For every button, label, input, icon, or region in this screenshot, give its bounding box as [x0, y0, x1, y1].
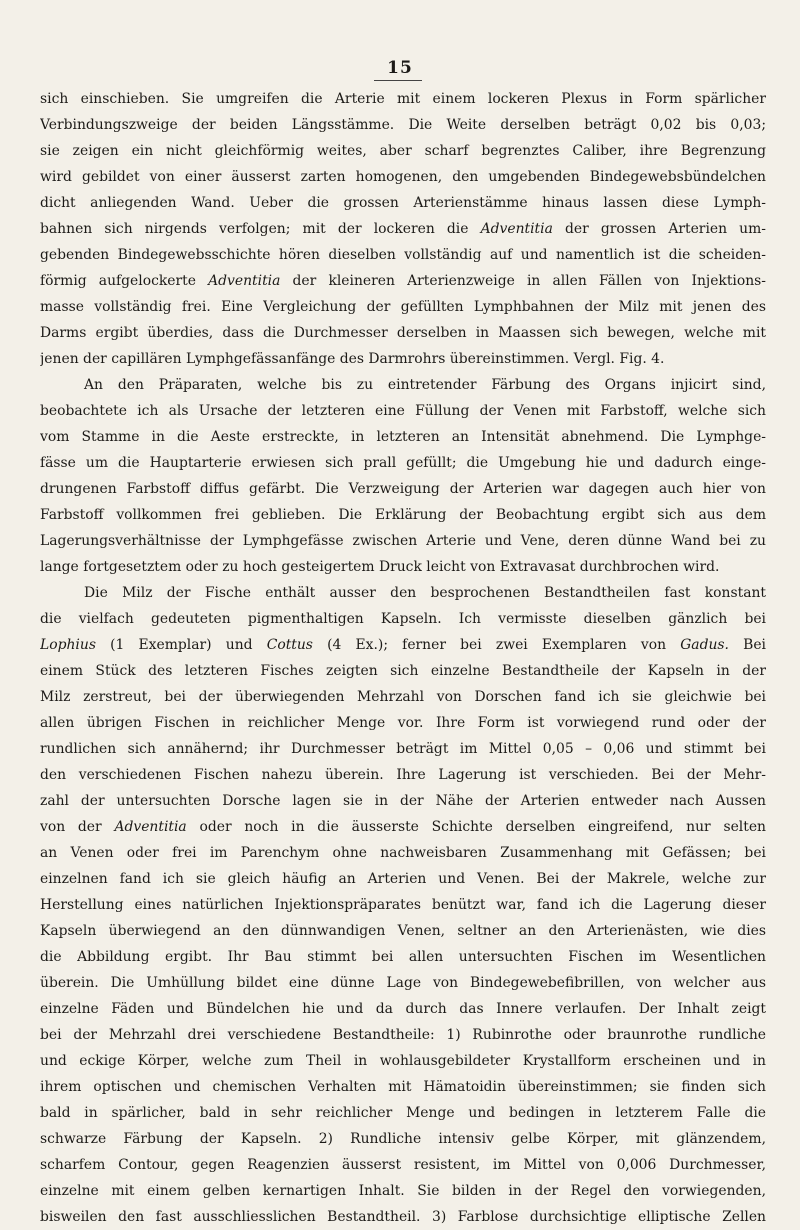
text-line	[40, 216, 766, 242]
text-segment: einem Stück des letzteren Fisches zeigten sich einzelne Bestandtheile der Kapseln in der	[40, 663, 766, 679]
text-segment: die Abbildung ergibt. Ihr Bau stimmt bei allen untersuchten Fischen im Wesentlichen	[40, 949, 766, 965]
text-line	[40, 1126, 766, 1152]
text-line	[40, 996, 766, 1022]
italic-term: Adventitia	[114, 819, 187, 835]
text-line	[40, 1022, 766, 1048]
text-segment: und eckige Körper, welche zum Theil in wohlausgebildeter Krystallform erscheinen und in	[40, 1053, 766, 1069]
text-segment: einzelne Fäden und Bündelchen hie und da durch das Innere verlaufen. Der Inhalt zeigt	[40, 1001, 766, 1017]
text-segment: bahnen sich nirgends verfolgen; mit der lockeren die	[40, 221, 481, 237]
text-line	[40, 112, 766, 138]
text-line	[40, 632, 766, 658]
text-line	[40, 190, 766, 216]
text-segment: Bei	[728, 637, 766, 653]
text-segment: Lagerungsverhältnisse der Lymphgefässe zwischen Arterie und Vene, deren dünne Wand bei zu	[40, 533, 766, 549]
text-line	[40, 554, 766, 580]
body-text	[40, 86, 766, 1230]
page-number: 15	[387, 58, 413, 78]
text-segment: vom Stamme in die Aeste erstreckte, in letzteren an Intensität abnehmend. Die Lymphge-	[40, 429, 766, 445]
text-segment: schwarze Färbung der Kapseln. 2) Rundliche intensiv gelbe Körper, mit glänzendem,	[40, 1131, 766, 1147]
text-segment: An den Präparaten, welche bis zu eintretender Färbung des Organs injicirt sind,	[84, 377, 766, 393]
text-segment: masse vollständig frei. Eine Vergleichung der gefüllten Lymphbahnen der Milz mit jenen des	[40, 299, 766, 315]
text-line	[40, 1048, 766, 1074]
text-segment: scharfem Contour, gegen Reagenzien äusserst resistent, im Mittel von 0,006 Durchmesser,	[40, 1157, 766, 1173]
text-segment: einzelne mit einem gelben kernartigen Inhalt. Sie bilden in der Regel den vorwiegenden,	[40, 1183, 766, 1199]
page-number-rule	[374, 80, 422, 81]
text-line	[40, 944, 766, 970]
text-segment: bisweilen den fast ausschliesslichen Bestandtheil. 3) Farblose durchsichtige elliptische Zellen	[40, 1209, 766, 1225]
text-segment: Farbstoff vollkommen frei geblieben. Die Erklärung der Beobachtung ergibt sich aus dem	[40, 507, 766, 523]
text-line	[40, 502, 766, 528]
text-line	[40, 762, 766, 788]
text-segment: Verbindungszweige der beiden Längsstämme. Die Weite derselben beträgt 0,02 bis 0,03;	[40, 117, 766, 133]
text-line	[40, 320, 766, 346]
text-line	[40, 918, 766, 944]
italic-term: Gadus.	[680, 637, 729, 653]
text-segment: der grossen Arterien um-	[552, 221, 766, 237]
text-segment: jenen der capillären Lymphgefässanfänge des Darmrohrs übereinstimmen. Vergl. Fig. 4.	[40, 351, 665, 367]
text-segment: überein. Die Umhüllung bildet eine dünne Lage von Bindegewebefibrillen, von welcher aus	[40, 975, 766, 991]
text-line	[40, 528, 766, 554]
text-line	[40, 242, 766, 268]
text-segment: Kapseln überwiegend an den dünnwandigen Venen, seltner an den Arterienästen, wie dies	[40, 923, 766, 939]
text-segment: einzelnen fand ich sie gleich häufig an Arterien und Venen. Bei der Makrele, welche zur	[40, 871, 766, 887]
text-line	[40, 580, 766, 606]
text-line	[40, 268, 766, 294]
text-line	[40, 788, 766, 814]
text-segment: wird gebildet von einer äusserst zarten homogenen, den umgebenden Bindegewebsbündelchen	[40, 169, 766, 185]
text-segment: oder noch in die äusserste Schichte derselben eingreifend, nur selten	[186, 819, 766, 835]
text-line	[40, 1074, 766, 1100]
text-segment: förmig aufgelockerte	[40, 273, 209, 289]
text-segment: sich einschieben. Sie umgreifen die Arterie mit einem lockeren Plexus in Form spärlicher	[40, 91, 766, 107]
text-line	[40, 840, 766, 866]
text-line	[40, 970, 766, 996]
text-segment: Darms ergibt überdies, dass die Durchmesser derselben in Maassen sich bewegen, welche mit	[40, 325, 766, 341]
italic-term: Adventitia	[480, 221, 553, 237]
text-line	[40, 606, 766, 632]
text-line	[40, 138, 766, 164]
text-segment: drungenen Farbstoff diffus gefärbt. Die Verzweigung der Arterien war dagegen auch hier von	[40, 481, 766, 497]
text-segment: allen übrigen Fischen in reichlicher Menge vor. Ihre Form ist vorwiegend rund oder der	[40, 715, 766, 731]
text-segment: den verschiedenen Fischen nahezu überein. Ihre Lagerung ist verschieden. Bei der Mehr-	[40, 767, 766, 783]
text-line	[40, 892, 766, 918]
text-line	[40, 1178, 766, 1204]
text-segment: (4 Ex.); ferner bei zwei Exemplaren von	[312, 637, 681, 653]
text-line	[40, 398, 766, 424]
text-line	[40, 346, 766, 372]
text-line	[40, 866, 766, 892]
text-line	[40, 710, 766, 736]
text-segment: sie zeigen ein nicht gleichförmig weites, aber scharf begrenztes Caliber, ihre Begrenzung	[40, 143, 766, 159]
text-segment: dicht anliegenden Wand. Ueber die grossen Arterienstämme hinaus lassen diese Lymph-	[40, 195, 766, 211]
text-line	[40, 86, 766, 112]
text-line	[40, 1204, 766, 1230]
text-line	[40, 684, 766, 710]
text-segment: gebenden Bindegewebsschichte hören dieselben vollständig auf und namentlich ist die scheiden-	[40, 247, 766, 263]
text-segment: beobachtete ich als Ursache der letzteren eine Füllung der Venen mit Farbstoff, welche sich	[40, 403, 766, 419]
text-line	[40, 1152, 766, 1178]
text-line	[40, 476, 766, 502]
text-segment: lange fortgesetztem oder zu hoch gesteigertem Druck leicht von Extravasat durchbrochen wird.	[40, 559, 720, 575]
italic-term: Cottus	[266, 637, 313, 653]
text-segment: der kleineren Arterienzweige in allen Fällen von Injektions-	[280, 273, 766, 289]
text-line	[40, 736, 766, 762]
text-line	[40, 164, 766, 190]
text-line	[40, 1100, 766, 1126]
text-line	[40, 372, 766, 398]
text-segment: Die Milz der Fische enthält ausser den besprochenen Bestandtheilen fast konstant	[84, 585, 766, 601]
text-segment: die vielfach gedeuteten pigmenthaltigen Kapseln. Ich vermisste dieselben gänzlich bei	[40, 611, 766, 627]
text-segment: bei der Mehrzahl drei verschiedene Bestandtheile: 1) Rubinrothe oder braunrothe rundliche	[40, 1027, 766, 1043]
text-line	[40, 450, 766, 476]
text-line	[40, 424, 766, 450]
text-segment: zahl der untersuchten Dorsche lagen sie in der Nähe der Arterien entweder nach Aussen	[40, 793, 766, 809]
text-segment: Milz zerstreut, bei der überwiegenden Mehrzahl von Dorschen fand ich sie gleichwie bei	[40, 689, 766, 705]
text-segment: bald in spärlicher, bald in sehr reichlicher Menge und bedingen in letzterem Falle die	[40, 1105, 766, 1121]
text-segment: von der	[40, 819, 115, 835]
text-line	[40, 294, 766, 320]
text-segment: (1 Exemplar) und	[95, 637, 267, 653]
text-line	[40, 658, 766, 684]
italic-term: Adventitia	[208, 273, 281, 289]
text-segment: ihrem optischen und chemischen Verhalten mit Hämatoidin übereinstimmen; sie finden sich	[40, 1079, 766, 1095]
italic-term: Lophius	[40, 637, 96, 653]
text-segment: Herstellung eines natürlichen Injektionspräparates benützt war, fand ich die Lagerung dieser	[40, 897, 766, 913]
text-line	[40, 814, 766, 840]
text-segment: rundlichen sich annähernd; ihr Durchmesser beträgt im Mittel 0,05 – 0,06 und stimmt bei	[40, 741, 766, 757]
text-segment: fässe um die Hauptarterie erwiesen sich prall gefüllt; die Umgebung hie und dadurch einge-	[40, 455, 766, 471]
text-segment: an Venen oder frei im Parenchym ohne nachweisbaren Zusammenhang mit Gefässen; bei	[40, 845, 766, 861]
